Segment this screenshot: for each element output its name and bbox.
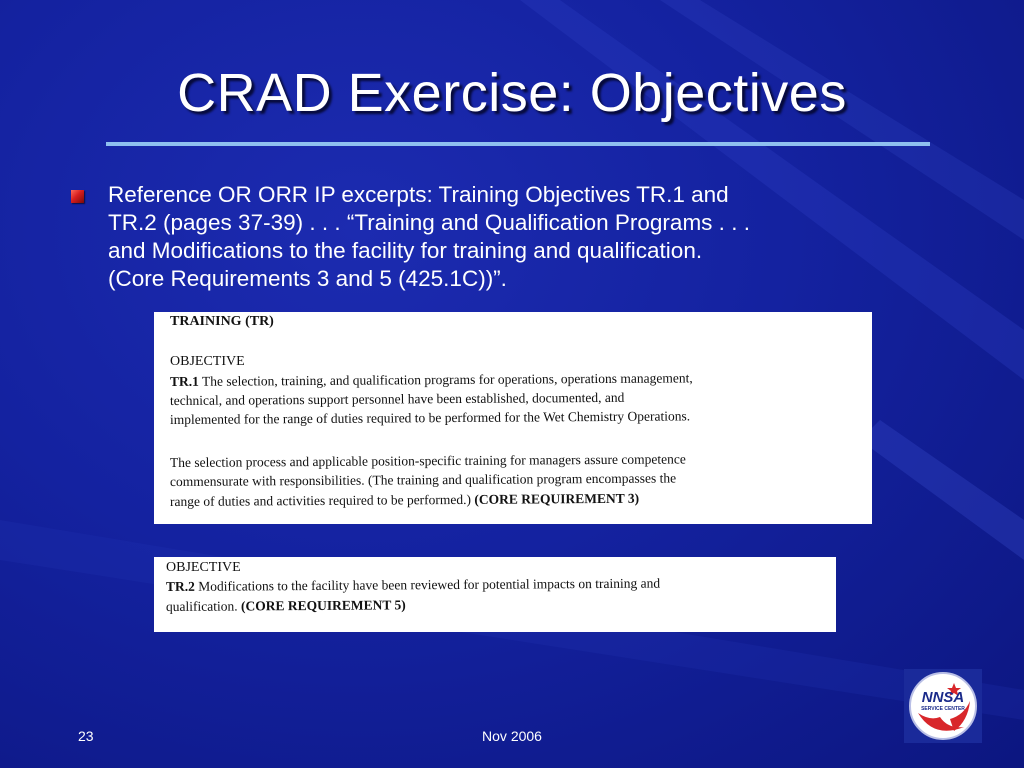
excerpt-heading: TRAINING (TR): [170, 314, 274, 329]
bullet-square-icon: [71, 190, 84, 203]
excerpt-tr2-image: [154, 557, 836, 632]
excerpt-objective-label: OBJECTIVE: [170, 354, 245, 369]
tr2-id: TR.2: [165, 578, 195, 594]
logo-subtext: SERVICE CENTER: [921, 706, 965, 712]
tr2-line-2: qualification. (CORE REQUIREMENT 5): [165, 597, 406, 614]
tr1-line-1: TR.1 The selection, training, and qualification programs for operations, operations management,: [169, 370, 693, 389]
para-line-1: The selection process and applicable position-specific training for managers assure competence: [169, 451, 686, 470]
excerpt2-objective-label: OBJECTIVE: [166, 560, 241, 575]
page-number: 23: [78, 728, 94, 744]
title-underline: [106, 142, 930, 146]
tr1-line-3: implemented for the range of duties required to be performed for the Wet Chemistry Operations.: [169, 408, 691, 427]
para-line-3: range of duties and activities required to be performed.) (CORE REQUIREMENT 3): [169, 490, 640, 509]
bullet-text: Reference OR ORR IP excerpts: Training Objectives TR.1 and TR.2 (pages 37-39) . . . “Training and Qualification Programs . . . and Modifications to the facility for training and qualification. (Core Requirements 3 and 5 (425.1C))”.: [108, 182, 750, 291]
slide-title: CRAD Exercise: Objectives: [177, 63, 847, 123]
para-line-2: commensurate with responsibilities. (The training and qualification program encompasses the: [169, 470, 677, 489]
excerpt-tr1-image: [154, 312, 872, 524]
footer-date: Nov 2006: [482, 728, 542, 744]
core-requirement-3: (CORE REQUIREMENT 3): [474, 490, 640, 507]
tr1-id: TR.1: [169, 373, 199, 389]
tr2-line-1: TR.2 Modifications to the facility have been reviewed for potential impacts on training and: [165, 575, 661, 594]
logo-text: NNSA: [921, 689, 965, 706]
core-requirement-5: (CORE REQUIREMENT 5): [240, 597, 406, 614]
tr1-line-2: technical, and operations support personnel have been established, documented, and: [169, 389, 625, 408]
